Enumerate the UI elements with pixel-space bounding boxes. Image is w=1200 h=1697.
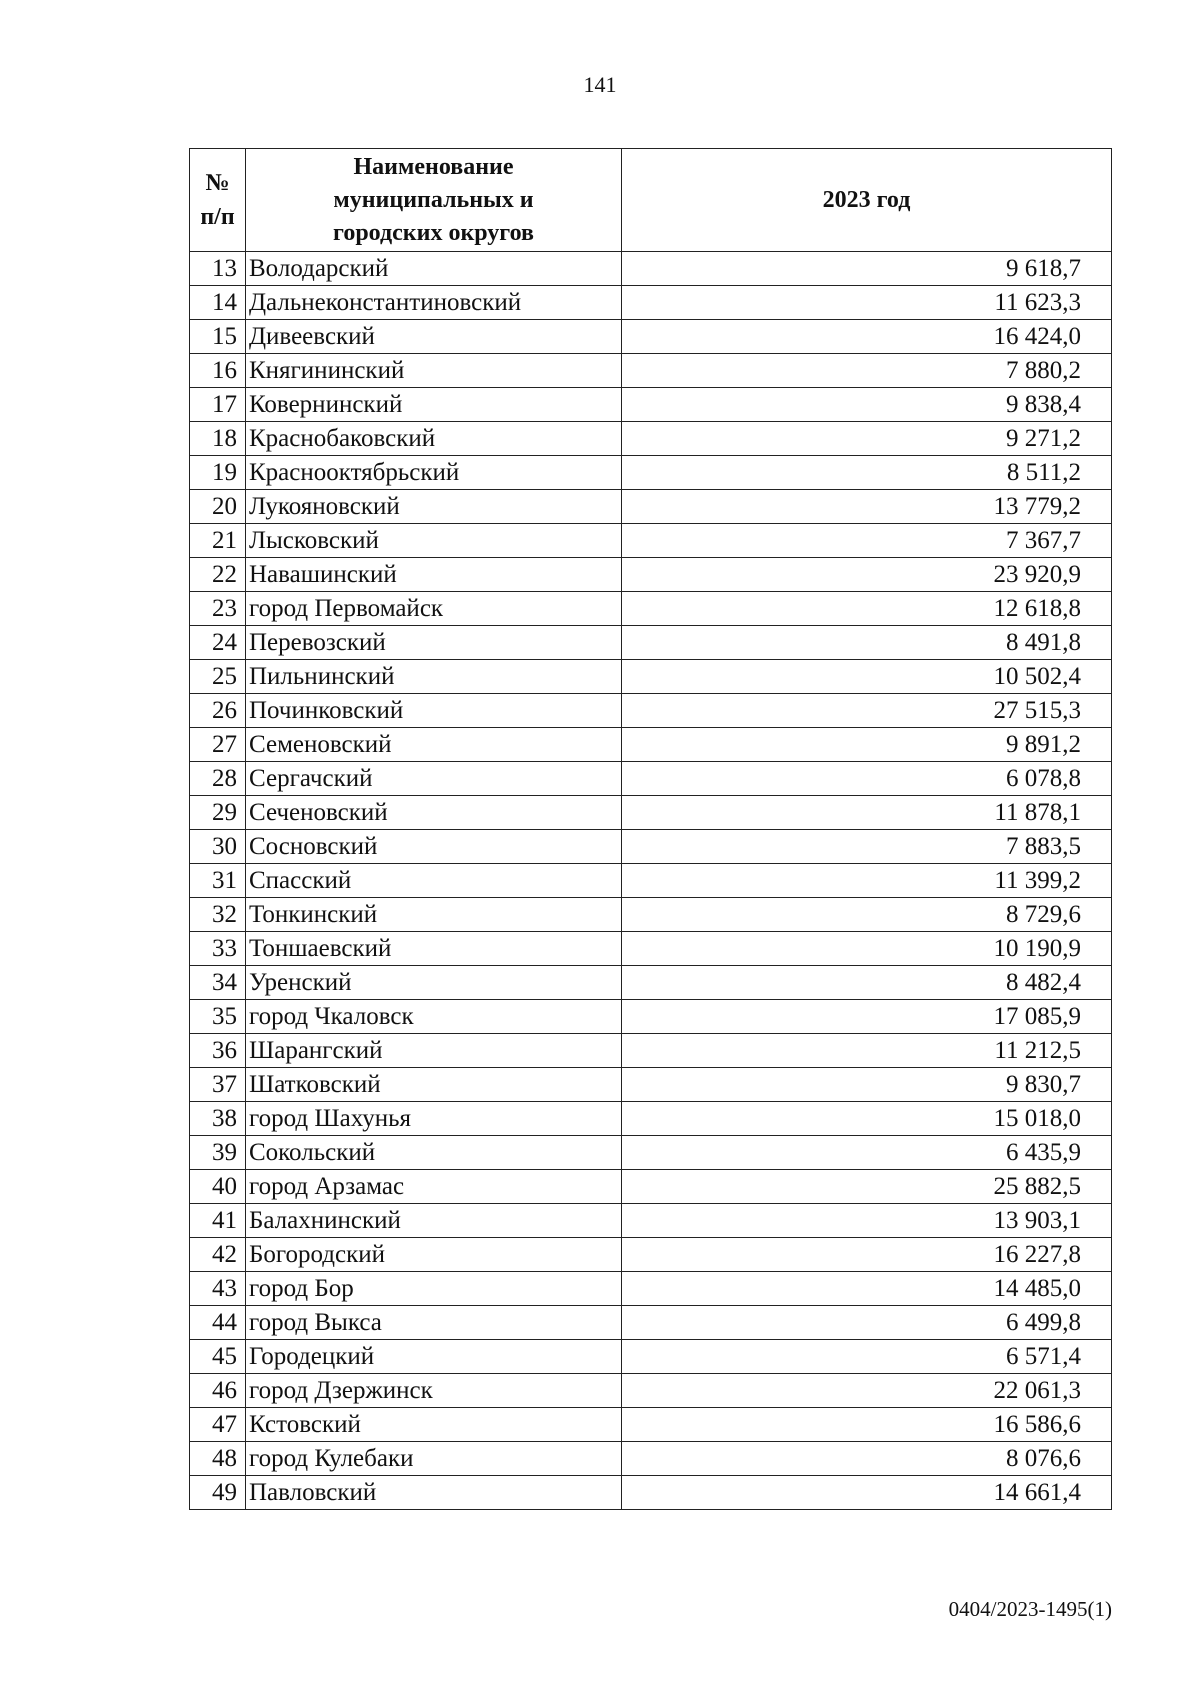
table-row (190, 1068, 1112, 1102)
district-name: Шатковский (246, 1068, 622, 1102)
district-name: Богородский (246, 1238, 622, 1272)
district-name: Сокольский (246, 1136, 622, 1170)
header-name-line: Наименование (353, 153, 514, 180)
row-number: 24 (190, 626, 246, 660)
row-value: 6 435,9 (622, 1136, 1112, 1170)
row-number: 18 (190, 422, 246, 456)
row-number: 38 (190, 1102, 246, 1136)
table-row (190, 1272, 1112, 1306)
district-name: Краснооктябрьский (246, 456, 622, 490)
row-value: 12 618,8 (622, 592, 1112, 626)
row-number: 19 (190, 456, 246, 490)
table-row (190, 932, 1112, 966)
table-row (190, 388, 1112, 422)
table-row (190, 898, 1112, 932)
table-row (190, 1408, 1112, 1442)
page-number: 141 (583, 72, 617, 97)
row-number: 30 (190, 830, 246, 864)
row-number: 43 (190, 1272, 246, 1306)
row-value: 16 424,0 (622, 320, 1112, 354)
district-name: город Дзержинск (246, 1374, 622, 1408)
row-value: 15 018,0 (622, 1102, 1112, 1136)
row-number: 15 (190, 320, 246, 354)
table-row (190, 1442, 1112, 1476)
row-number: 44 (190, 1306, 246, 1340)
table-row (190, 1034, 1112, 1068)
header-name-line: муниципальных и (333, 186, 534, 213)
row-value: 8 076,6 (622, 1442, 1112, 1476)
district-name: Дивеевский (246, 320, 622, 354)
row-number: 39 (190, 1136, 246, 1170)
row-value: 8 511,2 (622, 456, 1112, 490)
row-value: 22 061,3 (622, 1374, 1112, 1408)
district-name: город Шахунья (246, 1102, 622, 1136)
header-year: 2023 год (622, 149, 1112, 252)
row-value: 25 882,5 (622, 1170, 1112, 1204)
district-name: город Арзамас (246, 1170, 622, 1204)
table-row (190, 762, 1112, 796)
table-row (190, 1476, 1112, 1510)
table-row (190, 864, 1112, 898)
table-row (190, 1340, 1112, 1374)
header-number (190, 149, 246, 252)
table-row (190, 796, 1112, 830)
document-code: 0404/2023-1495(1) (948, 1597, 1112, 1621)
table-row (190, 626, 1112, 660)
table-row (190, 422, 1112, 456)
row-value: 7 367,7 (622, 524, 1112, 558)
row-number: 49 (190, 1476, 246, 1510)
table-row (190, 830, 1112, 864)
row-value: 10 190,9 (622, 932, 1112, 966)
district-name: Починковский (246, 694, 622, 728)
district-name: Сосновский (246, 830, 622, 864)
row-number: 40 (190, 1170, 246, 1204)
row-value: 13 903,1 (622, 1204, 1112, 1238)
row-number: 45 (190, 1340, 246, 1374)
district-name: Краснобаковский (246, 422, 622, 456)
row-number: 25 (190, 660, 246, 694)
table-row (190, 354, 1112, 388)
row-number: 35 (190, 1000, 246, 1034)
table-header (190, 149, 1112, 252)
row-value: 11 399,2 (622, 864, 1112, 898)
row-value: 11 878,1 (622, 796, 1112, 830)
district-name: Лукояновский (246, 490, 622, 524)
row-value: 9 271,2 (622, 422, 1112, 456)
row-value: 9 891,2 (622, 728, 1112, 762)
row-value: 6 078,8 (622, 762, 1112, 796)
row-number: 42 (190, 1238, 246, 1272)
table-row (190, 524, 1112, 558)
table-row (190, 320, 1112, 354)
table-body (190, 252, 1112, 1510)
table-row (190, 694, 1112, 728)
header-number-line: п/п (200, 204, 235, 230)
table-row (190, 592, 1112, 626)
table-row (190, 558, 1112, 592)
district-name: Кстовский (246, 1408, 622, 1442)
header-name (246, 149, 622, 252)
table-row (190, 660, 1112, 694)
row-value: 14 485,0 (622, 1272, 1112, 1306)
row-value: 27 515,3 (622, 694, 1112, 728)
row-number: 36 (190, 1034, 246, 1068)
row-number: 48 (190, 1442, 246, 1476)
row-number: 23 (190, 592, 246, 626)
district-name: Балахнинский (246, 1204, 622, 1238)
table-row (190, 1170, 1112, 1204)
header-number-line: № (205, 170, 230, 196)
table-row (190, 1136, 1112, 1170)
table-row (190, 252, 1112, 286)
table-row (190, 1204, 1112, 1238)
district-name: город Чкаловск (246, 1000, 622, 1034)
district-name: Ковернинский (246, 388, 622, 422)
district-name: Шарангский (246, 1034, 622, 1068)
row-number: 28 (190, 762, 246, 796)
row-value: 11 623,3 (622, 286, 1112, 320)
row-number: 16 (190, 354, 246, 388)
district-name: Перевозский (246, 626, 622, 660)
table-row (190, 286, 1112, 320)
table-row (190, 966, 1112, 1000)
row-value: 17 085,9 (622, 1000, 1112, 1034)
district-name: Сеченовский (246, 796, 622, 830)
row-value: 9 838,4 (622, 388, 1112, 422)
district-name: Павловский (246, 1476, 622, 1510)
row-value: 9 830,7 (622, 1068, 1112, 1102)
row-value: 14 661,4 (622, 1476, 1112, 1510)
row-number: 32 (190, 898, 246, 932)
district-name: Лысковский (246, 524, 622, 558)
row-number: 34 (190, 966, 246, 1000)
row-value: 13 779,2 (622, 490, 1112, 524)
table-row (190, 1374, 1112, 1408)
table-row (190, 728, 1112, 762)
table-row (190, 1000, 1112, 1034)
header-row (190, 149, 1112, 252)
district-name: Володарский (246, 252, 622, 286)
row-value: 8 482,4 (622, 966, 1112, 1000)
row-value: 6 571,4 (622, 1340, 1112, 1374)
row-number: 47 (190, 1408, 246, 1442)
row-number: 29 (190, 796, 246, 830)
row-number: 37 (190, 1068, 246, 1102)
row-number: 14 (190, 286, 246, 320)
district-name: Сергачский (246, 762, 622, 796)
row-number: 13 (190, 252, 246, 286)
row-value: 8 729,6 (622, 898, 1112, 932)
table-row (190, 490, 1112, 524)
district-name: Городецкий (246, 1340, 622, 1374)
row-number: 22 (190, 558, 246, 592)
row-number: 17 (190, 388, 246, 422)
row-value: 7 880,2 (622, 354, 1112, 388)
row-value: 6 499,8 (622, 1306, 1112, 1340)
row-value: 16 586,6 (622, 1408, 1112, 1442)
row-number: 33 (190, 932, 246, 966)
table-row (190, 1102, 1112, 1136)
row-number: 27 (190, 728, 246, 762)
municipal-districts-table (189, 148, 1112, 1510)
row-value: 23 920,9 (622, 558, 1112, 592)
table-row (190, 1306, 1112, 1340)
district-name: Тоншаевский (246, 932, 622, 966)
row-value: 7 883,5 (622, 830, 1112, 864)
row-value: 9 618,7 (622, 252, 1112, 286)
row-value: 11 212,5 (622, 1034, 1112, 1068)
district-name: Тонкинский (246, 898, 622, 932)
row-number: 20 (190, 490, 246, 524)
district-name: Навашинский (246, 558, 622, 592)
row-value: 8 491,8 (622, 626, 1112, 660)
district-name: город Кулебаки (246, 1442, 622, 1476)
row-value: 16 227,8 (622, 1238, 1112, 1272)
row-value: 10 502,4 (622, 660, 1112, 694)
district-name: Уренский (246, 966, 622, 1000)
district-name: Пильнинский (246, 660, 622, 694)
district-name: город Бор (246, 1272, 622, 1306)
row-number: 46 (190, 1374, 246, 1408)
table-row (190, 1238, 1112, 1272)
row-number: 21 (190, 524, 246, 558)
district-name: Спасский (246, 864, 622, 898)
district-name: Княгининский (246, 354, 622, 388)
header-name-line: городских округов (333, 219, 534, 246)
row-number: 26 (190, 694, 246, 728)
district-name: город Первомайск (246, 592, 622, 626)
district-name: Дальнеконстантиновский (246, 286, 622, 320)
row-number: 41 (190, 1204, 246, 1238)
row-number: 31 (190, 864, 246, 898)
district-name: город Выкса (246, 1306, 622, 1340)
district-name: Семеновский (246, 728, 622, 762)
table-row (190, 456, 1112, 490)
